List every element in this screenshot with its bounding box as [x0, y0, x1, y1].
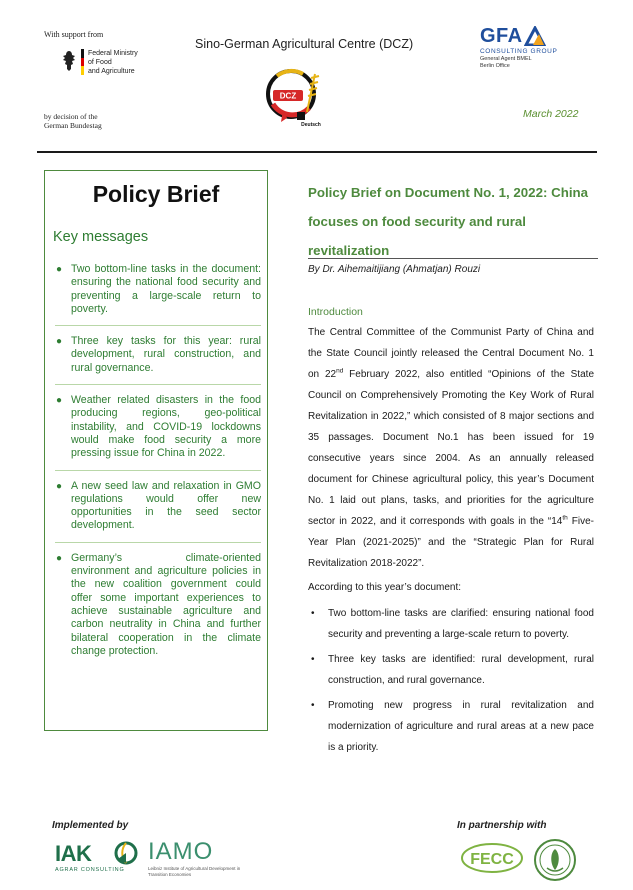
introduction-heading: Introduction	[308, 306, 363, 318]
document-point	[308, 603, 594, 645]
federal-eagle-icon	[62, 49, 76, 73]
dcz-logo	[263, 64, 333, 130]
gfa-logo	[480, 26, 590, 70]
bmel-logo	[62, 49, 138, 76]
chinese-glyph-icon	[297, 112, 305, 120]
support-text: With support from	[44, 30, 104, 39]
iamo-sub: Leibniz Institute of Agricultural Development in Transition Economies	[148, 866, 241, 877]
document-point-text: Two bottom-line tasks are clarified: ensuring national food security and preventing a large-scale return to poverty.	[328, 608, 594, 640]
implemented-by-label: Implemented by	[52, 820, 129, 831]
dcz-tagline: Deutsch	[301, 122, 321, 128]
introduction-paragraph	[308, 322, 594, 574]
key-message-text: Three key tasks for this year: rural development, rural construction, and rural governance.	[71, 335, 261, 374]
intro-text: February 2022, also entitled “Opinions of the State Council on Comprehensively Promoting the Key Work of Rural Revitalization in 2022,” which consisted of 8 major sections and 35 passages. Document No.1 has been issued for 19 consecutive years since 2004. As an annually released document for Chinese agricultural policy, this year’s Document No. 1 laid out plans, tasks, and priorities for the agriculture sector in 2022, and it corresponds with goals in the “14	[308, 369, 595, 527]
fecc-logo	[459, 840, 525, 876]
gfa-wordmark	[480, 26, 590, 46]
document-point	[308, 649, 594, 691]
ministry-line: Federal Ministry	[88, 50, 138, 57]
key-message-text: Two bottom-line tasks in the document: ensuring the national food security and preventing a large-scale return to poverty.	[71, 263, 261, 315]
key-message-item	[55, 480, 261, 543]
key-message-item	[55, 394, 261, 470]
fecc-name: FECC	[470, 851, 514, 868]
policy-brief-box	[44, 170, 268, 731]
gfa-agent	[480, 56, 590, 70]
title-divider	[308, 258, 598, 259]
key-message-text: Weather related disasters in the food producing regions, geo-political instability, and COVID-19 lockdowns would make food security a more pressing issue for China in 2022.	[71, 394, 261, 460]
bullet-icon: ●	[56, 552, 63, 564]
german-flag-icon	[81, 49, 84, 75]
bullet-icon: ●	[56, 395, 63, 407]
key-message-item	[55, 552, 261, 667]
iak-globe-icon	[113, 840, 139, 866]
bundestag-line: by decision of the	[44, 112, 98, 121]
document-point-text: Promoting new progress in rural revitalization and modernization of agriculture and rural areas at a new pace is a priority.	[328, 700, 594, 753]
document-points-list	[308, 603, 594, 762]
iak-sub: AGRAR CONSULTING	[55, 867, 125, 873]
ministry-name	[88, 49, 138, 76]
key-message-item	[55, 335, 261, 385]
key-message-item	[55, 263, 261, 326]
intro-text: The Central Committee of the Communist Party of China and the State Council jointly released the Central Document No. 1 on 22	[308, 327, 594, 380]
ordinal-suffix: nd	[336, 367, 344, 375]
iak-logo	[55, 836, 145, 876]
bullet-icon: •	[311, 700, 315, 711]
intro-text: Five-Year Plan (2021-2025)” and the “Strategic Plan for Rural Revitalization 2018-2022”.	[308, 516, 594, 569]
policy-brief-title: Policy Brief	[92, 181, 220, 207]
bundestag-line: German Bundestag	[44, 121, 102, 130]
key-messages-title: Key messages	[53, 229, 149, 245]
gfa-triangle-icon	[524, 26, 546, 46]
centre-title: Sino-German Agricultural Centre (DCZ)	[195, 37, 414, 51]
bullet-icon: •	[311, 608, 315, 619]
according-line: According to this year’s document:	[308, 582, 462, 593]
document-point-text: Three key tasks are identified: rural development, rural construction, and rural governance.	[328, 654, 594, 686]
header-left-block	[44, 30, 164, 130]
key-message-text: Germany’s climate-oriented environment and agriculture policies in the new coalition government could offer some important experiences to achieve sustainable agriculture and carbon neutrality in China and further bilateral cooperation in the climate change protection.	[71, 551, 261, 657]
bullet-icon: ●	[56, 480, 63, 492]
bundestag-note	[44, 112, 102, 130]
ministry-line: and Agriculture	[88, 68, 135, 75]
partnership-label: In partnership with	[457, 820, 547, 831]
document-point	[308, 695, 594, 758]
bullet-icon: ●	[56, 336, 63, 348]
gfa-agent-line: Berlin Office	[480, 63, 510, 69]
bullet-icon: ●	[56, 264, 63, 275]
article-title: Policy Brief on Document No. 1, 2022: China focuses on food security and rural revitalization	[308, 185, 589, 258]
ministry-seal-icon	[533, 838, 577, 882]
dcz-ring-gold	[277, 71, 303, 76]
gfa-letters: GFA	[480, 25, 523, 47]
publication-date: March 2022	[523, 108, 579, 120]
iamo-name: IAMO	[148, 838, 214, 865]
ministry-line: of Food	[88, 59, 112, 66]
gfa-group: CONSULTING GROUP	[480, 48, 558, 55]
dcz-label: DCZ	[279, 91, 297, 101]
gfa-agent-line: General Agent BMEL	[480, 56, 532, 62]
article-author: By Dr. Aihemaitijiang (Ahmatjan) Rouzi	[308, 264, 481, 275]
iak-name: IAK	[55, 841, 92, 866]
iamo-logo	[148, 836, 258, 876]
key-messages-list	[55, 263, 261, 676]
ordinal-suffix: th	[562, 514, 568, 522]
bullet-icon: •	[311, 654, 315, 665]
header-divider	[37, 151, 597, 153]
key-message-text: A new seed law and relaxation in GMO regulations would offer new opportunities in the seed sector development.	[71, 479, 261, 532]
